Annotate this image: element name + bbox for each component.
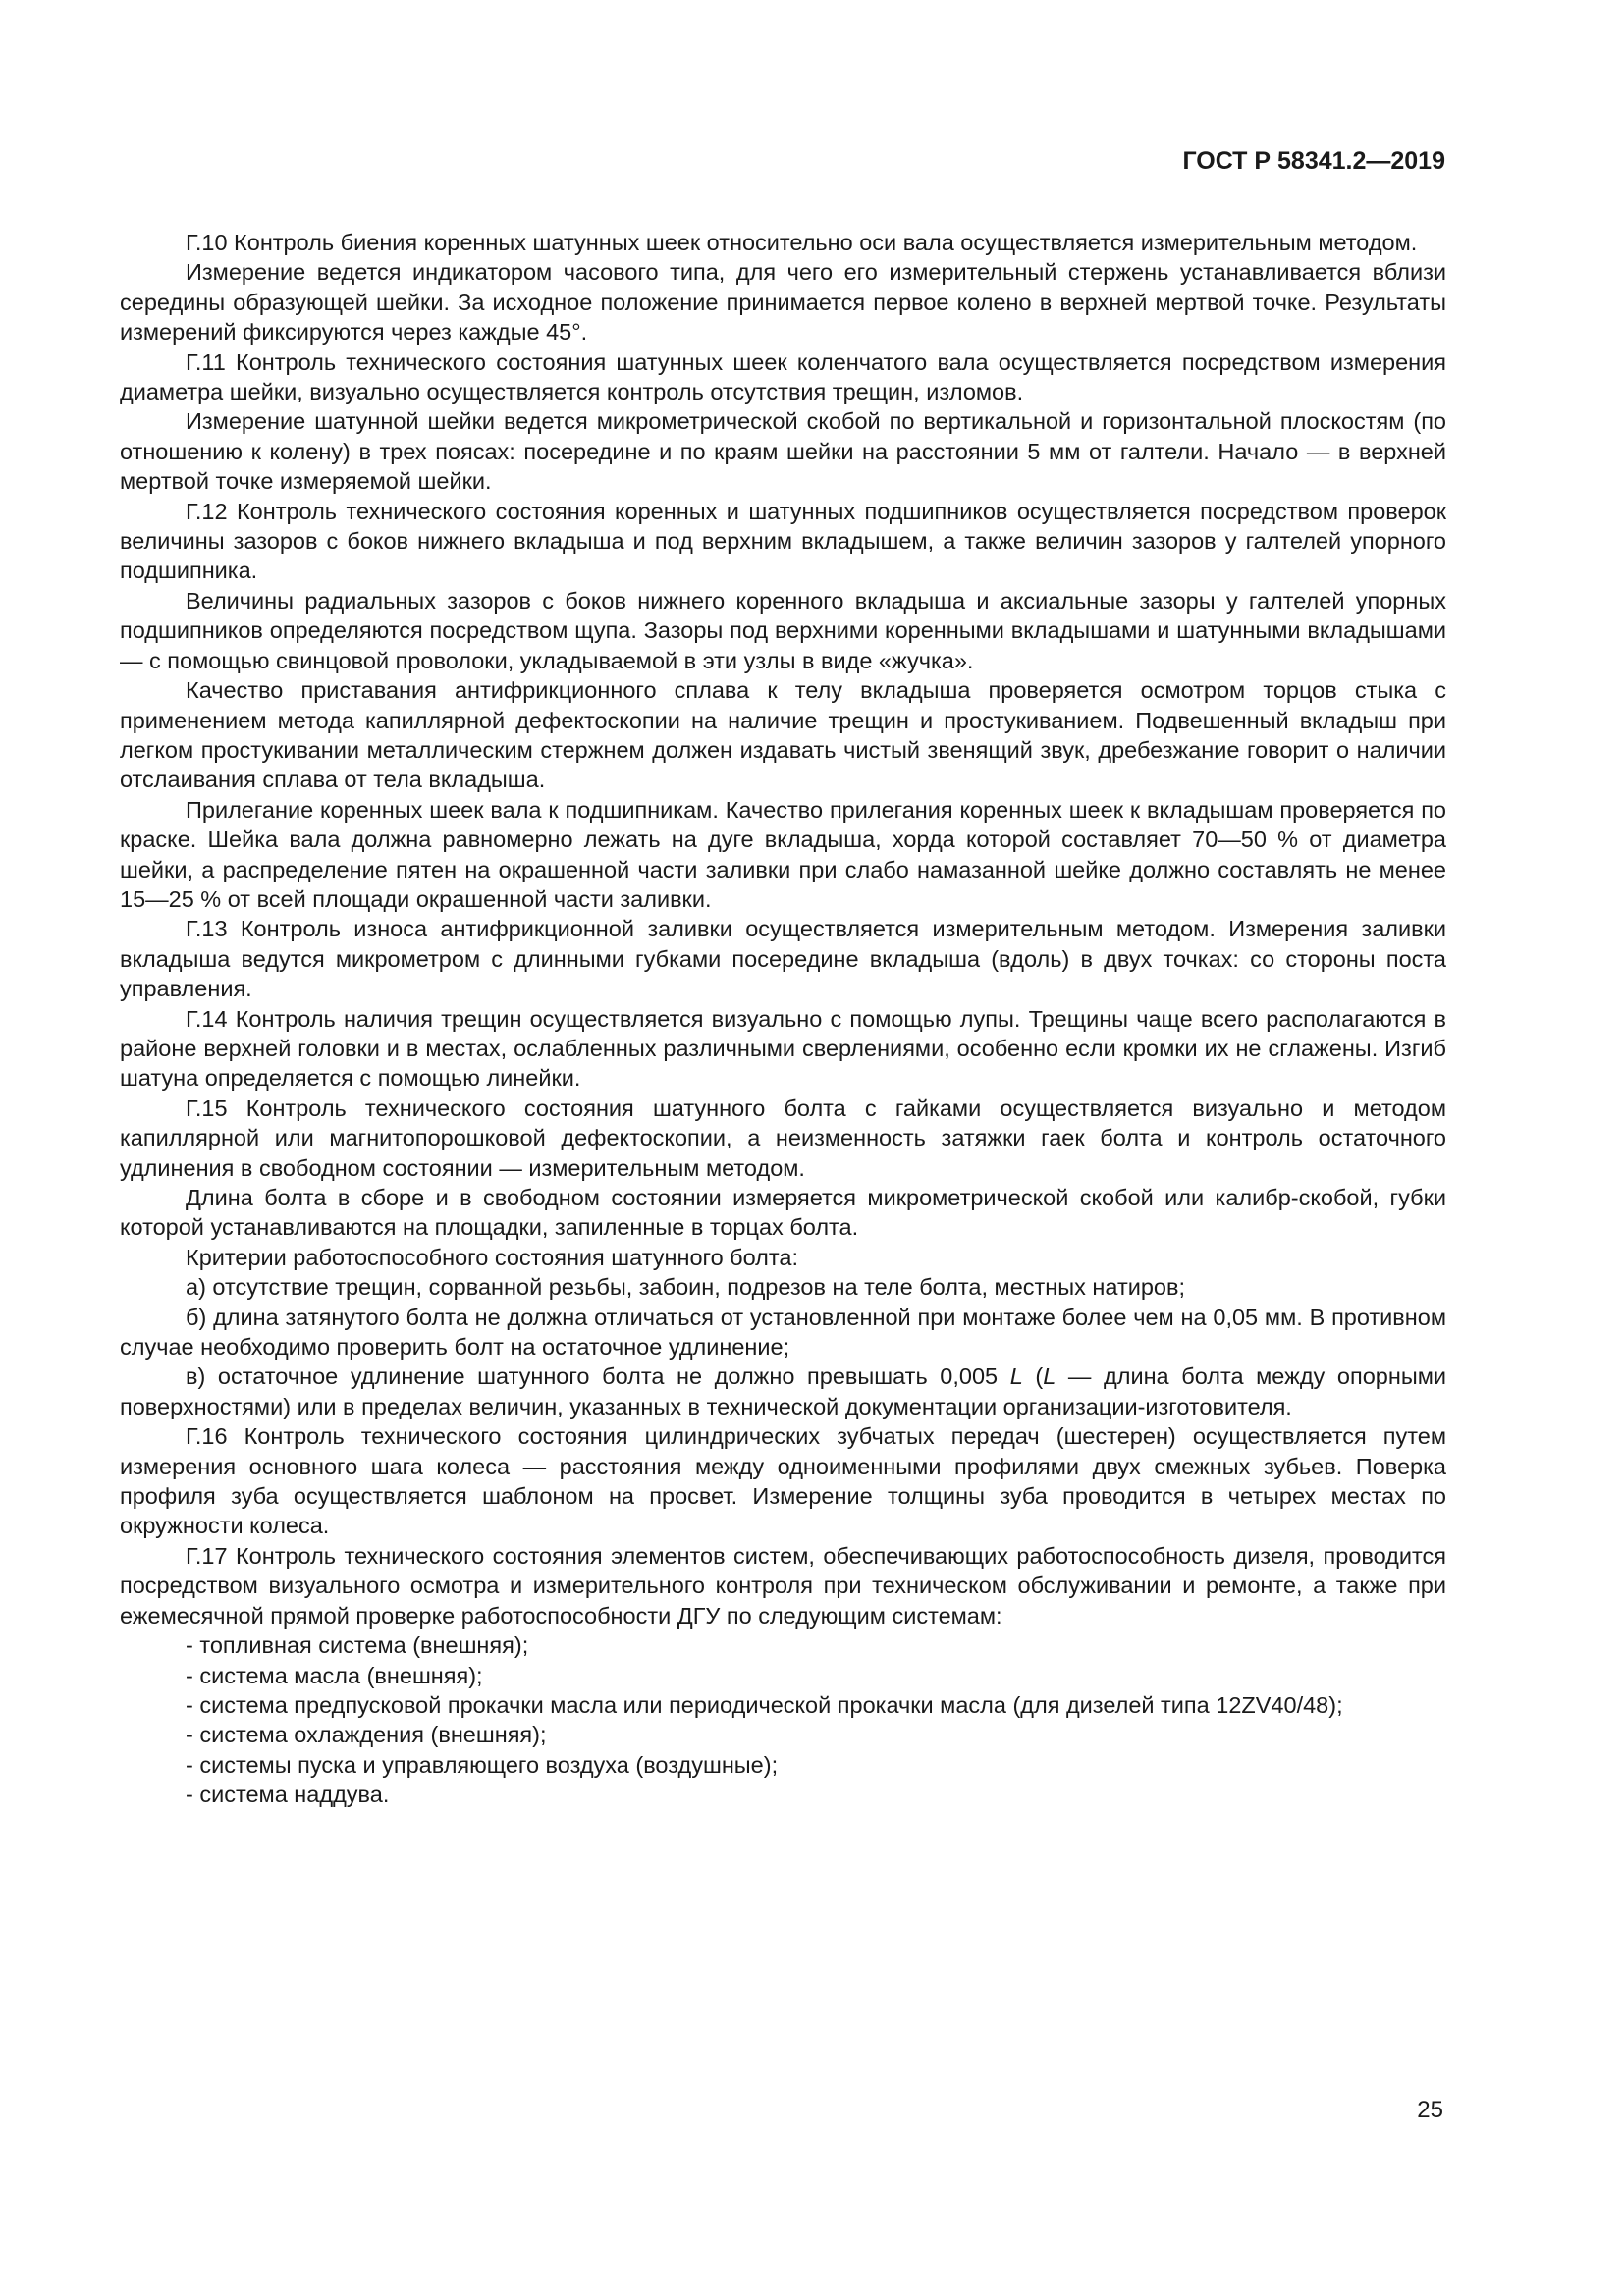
paragraph-g15: Г.15 Контроль технического состояния шатунного болта с гайками осуществляется визуально и методом капиллярной или магнитопорошковой дефектоскопии, а неизменность затяжки гаек болта и контроль остаточного удлинения в свободном состоянии — измерительным методом. <box>120 1095 1446 1181</box>
paragraph-g11: Г.11 Контроль технического состояния шатунных шеек коленчатого вала осуществляется посредством измерения диаметра шейки, визуально осуществляется контроль отсутствия трещин, изломов. <box>120 348 1446 405</box>
list-item: - топливная система (внешняя); <box>186 1632 529 1659</box>
list-item: - системы пуска и управляющего воздуха (воздушные); <box>186 1751 779 1778</box>
paragraph: Величины радиальных зазоров с боков нижнего коренного вкладыша и аксиальные зазоры у галтелей упорных подшипников определяются посредством щупа. Зазоры под верхними коренными вкладышами и шатунными вкладышами — с помощью свинцовой проволоки, укладываемой в эти узлы в виде «жучка». <box>120 587 1446 673</box>
criteria-item-v-text: — длина болта между опорными поверхностями) или в пределах величин, указанных в технической документации организации-изготовителя. <box>120 1363 1446 1419</box>
criteria-item-v-text: в) остаточное удлинение шатунного болта не должно превышать 0,005 <box>186 1363 1010 1390</box>
paragraph: Прилегание коренных шеек вала к подшипникам. Качество прилегания коренных шеек к вкладышам проверяется по краске. Шейка вала должна равномерно лежать на дуге вкладыша, хорда которой составляет 70—50 % от диаметра шейки, а распределение пятен на окрашенной части заливки при слабо намазанной шейке должно составлять не менее 15—25 % от всей площади окрашенной части заливки. <box>120 796 1446 912</box>
document-body <box>120 228 1446 1810</box>
criteria-item-v-text: ( <box>1022 1363 1044 1390</box>
criteria-item-a: а) отсутствие трещин, сорванной резьбы, забоин, подрезов на теле болта, местных натиров; <box>186 1274 1186 1301</box>
list-item: - система предпусковой прокачки масла или периодической прокачки масла (для дизелей типа 12ZV40/48); <box>186 1691 1343 1718</box>
paragraph-g14: Г.14 Контроль наличия трещин осуществляется визуально с помощью лупы. Трещины чаще всего располагаются в районе верхней головки и в местах, ослабленных различными сверлениями, особенно если кромки их не сглажены. Изгиб шатуна определяется с помощью линейки. <box>120 1005 1446 1092</box>
paragraph: Качество приставания антифрикционного сплава к телу вкладыша проверяется осмотром торцов стыка с применением метода капиллярной дефектоскопии на наличие трещин и простукиванием. Подвешенный вкладыш при легком простукивании металлическим стержнем должен издавать чистый звенящий звук, дребезжание говорит о наличии отслаивания сплава от тела вкладыша. <box>120 677 1446 793</box>
paragraph: Измерение ведется индикатором часового типа, для чего его измерительный стержень устанавливается вблизи середины образующей шейки. За исходное положение принимается первое колено в верхней мертвой точке. Результаты измерений фиксируются через каждые 45°. <box>120 259 1446 346</box>
paragraph-g12: Г.12 Контроль технического состояния коренных и шатунных подшипников осуществляется посредством проверок величины зазоров с боков нижнего вкладыша и под верхним вкладышем, а также величин зазоров у галтелей упорного подшипника. <box>120 498 1446 584</box>
paragraph-g13: Г.13 Контроль износа антифрикционной заливки осуществляется измерительным методом. Измерения заливки вкладыша ведутся микрометром с длинными губками посередине вкладыша (вдоль) в двух точках: со стороны поста управления. <box>120 916 1446 1002</box>
variable-l: L <box>1009 1363 1023 1390</box>
document-header: ГОСТ Р 58341.2—2019 <box>1182 147 1445 175</box>
page-number: 25 <box>1417 2097 1443 2123</box>
paragraph-g17: Г.17 Контроль технического состояния элементов систем, обеспечивающих работоспособность дизеля, проводится посредством визуального осмотра и измерительного контроля при техническом обслуживании и ремонте, а также при ежемесячной прямой проверке работоспособности ДГУ по следующим системам: <box>120 1542 1446 1629</box>
paragraph: Длина болта в сборе и в свободном состоянии измеряется микрометрической скобой или калибр-скобой, губки которой устанавливаются на площадки, запиленные в торцах болта. <box>120 1185 1446 1241</box>
criteria-item-v <box>120 1362 1446 1421</box>
paragraph-g10: Г.10 Контроль биения коренных шатунных шеек относительно оси вала осуществляется измерительным методом. <box>186 230 1418 255</box>
list-item: - система наддува. <box>186 1782 390 1808</box>
criteria-heading: Критерии работоспособного состояния шатунного болта: <box>186 1244 798 1270</box>
systems-list <box>120 1630 1446 1809</box>
variable-l: L <box>1043 1363 1056 1390</box>
list-item: - система охлаждения (внешняя); <box>186 1722 547 1748</box>
list-item: - система масла (внешняя); <box>186 1662 483 1688</box>
paragraph-g16: Г.16 Контроль технического состояния цилиндрических зубчатых передач (шестерен) осуществляется путем измерения основного шага колеса — расстояния между одноименными профилями двух смежных зубьев. Поверка профиля зуба осуществляется шаблоном на просвет. Измерение толщины зуба проводится в четырех местах по окружности колеса. <box>120 1423 1446 1539</box>
criteria-item-b: б) длина затянутого болта не должна отличаться от установленной при монтаже более чем на 0,05 мм. В противном случае необходимо проверить болт на остаточное удлинение; <box>120 1304 1446 1361</box>
paragraph: Измерение шатунной шейки ведется микрометрической скобой по вертикальной и горизонтальной плоскостям (по отношению к колену) в трех поясах: посередине и по краям шейки на расстоянии 5 мм от галтели. Начало — в верхней мертвой точке измеряемой шейки. <box>120 408 1446 495</box>
